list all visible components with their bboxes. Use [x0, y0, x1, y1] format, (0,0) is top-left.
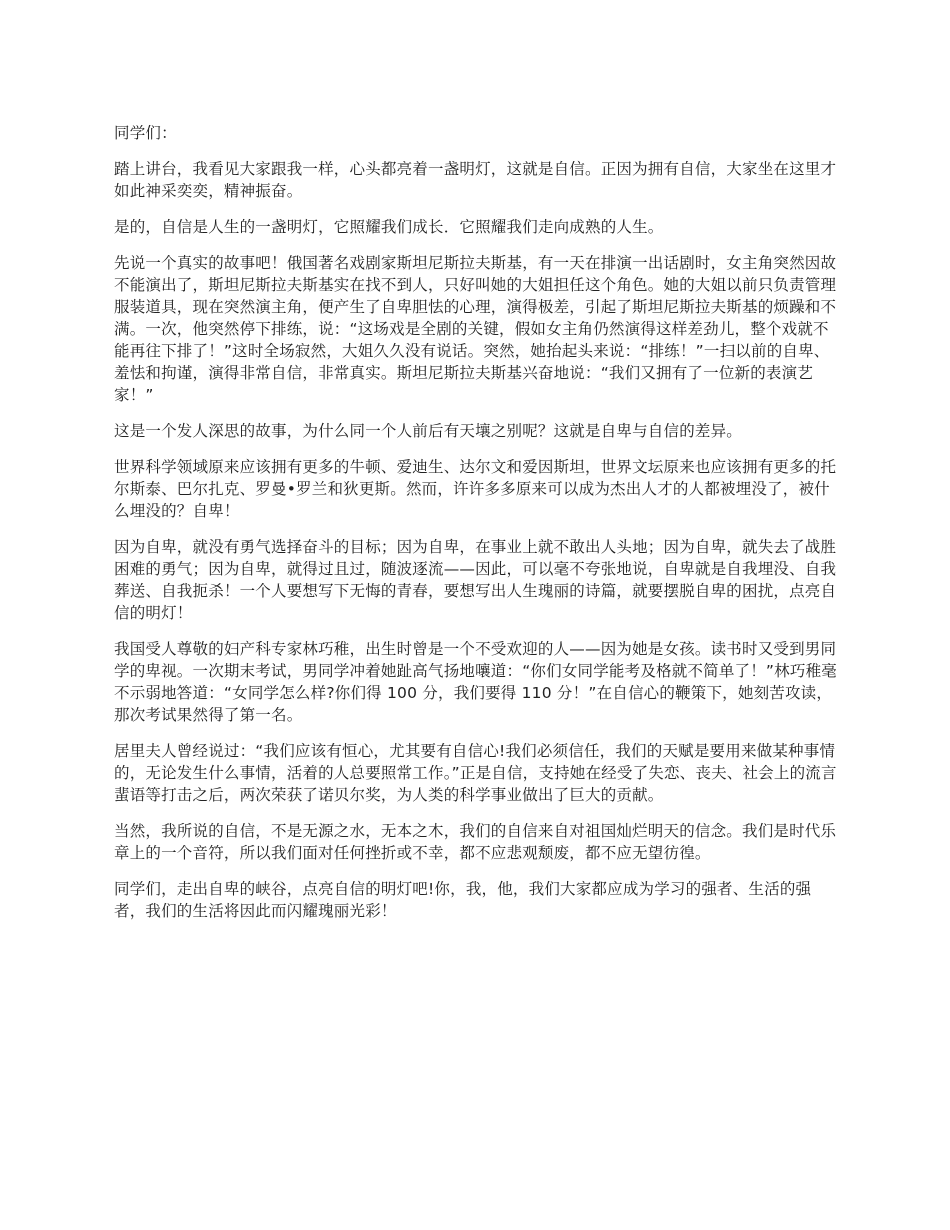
- body-paragraph: 居里夫人曾经说过：“我们应该有恒心，尤其要有自信心!我们必须信任，我们的天赋是要用来做某种事情的，无论发生什么事情，活着的人总要照常工作。”正是自信，支持她在经受了失恋、丧夫、社会上的流言蜚语等打击之后，两次荣获了诺贝尔奖，为人类的科学事业做出了巨大的贡献。: [114, 742, 837, 804]
- document-body: [114, 122, 840, 936]
- body-paragraph: 是的，自信是人生的一盏明灯，它照耀我们成长．它照耀我们走向成熟的人生。: [114, 218, 664, 236]
- body-paragraph: 踏上讲台，我看见大家跟我一样，心头都亮着一盏明灯，这就是自信。正因为拥有自信，大家坐在这里才如此神采奕奕，精神振奋。: [114, 160, 837, 200]
- salutation-paragraph: 同学们：: [114, 124, 177, 142]
- body-paragraph: 因为自卑，就没有勇气选择奋斗的目标；因为自卑，在事业上就不敢出人头地；因为自卑，就失去了战胜困难的勇气；因为自卑，就得过且过，随波逐流——因此，可以毫不夸张地说，自卑就是自我埋没、自我葬送、自我扼杀！一个人要想写下无悔的青春，要想写出人生瑰丽的诗篇，就要摆脱自卑的困扰，点亮自信的明灯！: [114, 538, 837, 622]
- body-paragraph: 这是一个发人深思的故事，为什么同一个人前后有天壤之别呢？这就是自卑与自信的差异。: [114, 422, 743, 440]
- body-paragraph: 当然，我所说的自信，不是无源之水，无本之木，我们的自信来自对祖国灿烂明天的信念。我们是时代乐章上的一个音符，所以我们面对任何挫折或不幸，都不应悲观颓废，都不应无望彷徨。: [114, 822, 837, 862]
- body-paragraph: 先说一个真实的故事吧！俄国著名戏剧家斯坦尼斯拉夫斯基，有一天在排演一出话剧时，女主角突然因故不能演出了，斯坦尼斯拉夫斯基实在找不到人，只好叫她的大姐担任这个角色。她的大姐以前只负责管理服装道具，现在突然演主角，便产生了自卑胆怯的心理，演得极差，引起了斯坦尼斯拉夫斯基的烦躁和不满。一次，他突然停下排练，说：“这场戏是全剧的关键，假如女主角仍然演得这样差劲儿，整个戏就不能再往下排了！”这时全场寂然，大姐久久没有说话。突然，她抬起头来说：“排练！”一扫以前的自卑、羞怯和拘谨，演得非常自信，非常真实。斯坦尼斯拉夫斯基兴奋地说：“我们又拥有了一位新的表演艺家！”: [114, 254, 837, 404]
- body-paragraph: 我国受人尊敬的妇产科专家林巧稚，出生时曾是一个不受欢迎的人——因为她是女孩。读书时又受到男同学的卑视。一次期末考试，男同学冲着她趾高气扬地嚷道：“你们女同学能考及格就不简单了！”林巧稚毫不示弱地答道：“女同学怎么样?你们得 100 分，我们要得 110 分！”在自信心的鞭策下，她刻苦攻读，那次考试果然得了第一名。: [114, 640, 837, 724]
- body-paragraph: 世界科学领域原来应该拥有更多的牛顿、爱迪生、达尔文和爱因斯坦，世界文坛原来也应该拥有更多的托尔斯泰、巴尔扎克、罗曼•罗兰和狄更斯。然而，许许多多原来可以成为杰出人才的人都被埋没了，被什么埋没的？自卑！: [114, 458, 837, 520]
- closing-paragraph: 同学们，走出自卑的峡谷，点亮自信的明灯吧!你，我，他，我们大家都应成为学习的强者、生活的强者，我们的生活将因此而闪耀瑰丽光彩！: [114, 880, 812, 920]
